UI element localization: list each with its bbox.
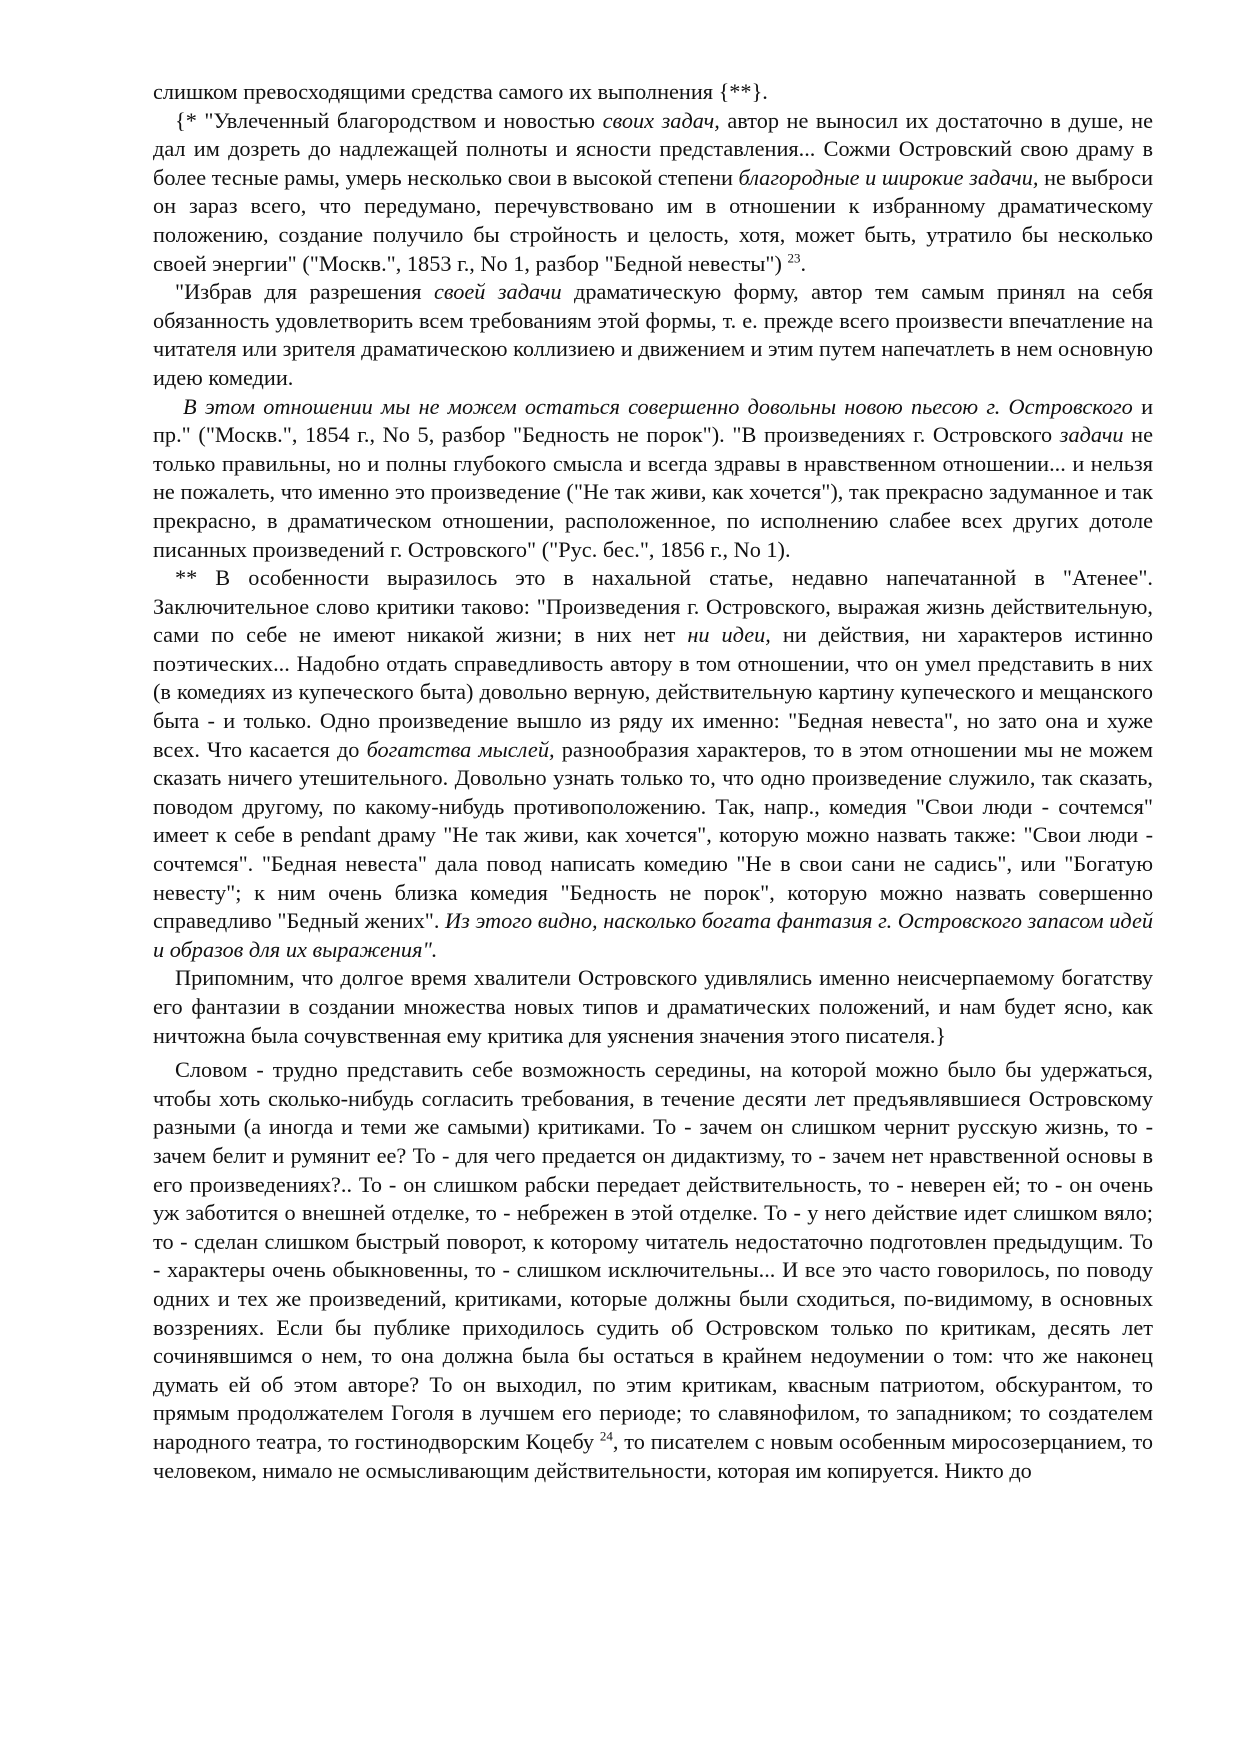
text-run: ни действия, ни характеров истинно поэтических... Надобно отдать справедливость автору в том отношении, что он умел представить в них (в комедиях из купеческого быта) довольно верную, действительную картину купеческого и мещанского быта - и только. Одно произведение вышло из ряду их именно: "Бедная невеста", но зато она и хуже всех. Что касается до <box>153 622 1153 762</box>
text-run: , то писателем с новым особенным миросозерцанием, то человеком, нимало не осмысливающим действительности, которая им копируется. Никто до <box>153 1428 1153 1483</box>
footnote-ref: 23 <box>787 250 801 266</box>
italic-text: своей задачи <box>433 279 562 305</box>
text-run: не только правильны, но и полны глубокого смысла и всегда здравы в нравственном отношении... и нельзя не пожалеть, что именно это произведение ("Не так живи, как хочется"), так прекрасно задуманное и так прекрасно, в драматическом отношении, расположенное, по исполнению слабее всех других дотоле писанных произведений г. Островского" ("Рус. бес.", 1856 г., No 1). <box>153 422 1153 562</box>
text-run: и пр." ("Москв.", 1854 г., No 5, разбор "Бедность не порок"). "В произведениях г. Островского <box>153 393 1153 448</box>
text-run: Припомним, что долгое время хвалители Островского удивлялись именно неисчерпаемому богатству его фантазии в создании множества новых типов и драматических положений, и нам будет ясно, как ничтожна была сочувственная ему критика для уяснения значения этого писателя.} <box>153 965 1153 1048</box>
paragraph <box>153 393 1153 565</box>
document-page <box>153 78 1153 1485</box>
italic-text: ни идеи, <box>687 622 771 648</box>
paragraph <box>153 278 1153 392</box>
text-run: драматическую форму, автор тем самым принял на себя обязанность удовлетворить всем требованиям этой формы, т. е. прежде всего произвести впечатление на читателя или зрителя драматическою коллизиею и движением и этим путем напечатлеть в нем основную идею комедии. <box>153 279 1153 390</box>
italic-text: задачи <box>1059 422 1124 448</box>
text-run: . <box>800 250 807 276</box>
paragraph <box>153 1056 1153 1485</box>
italic-text: богатства мыслей, <box>366 736 555 762</box>
italic-text: благородные и широкие задачи, <box>738 164 1039 190</box>
text-run: слишком превосходящими средства самого их выполнения {**}. <box>153 79 768 104</box>
text-run: разнообразия характеров, то в этом отношении мы не можем сказать ничего утешительного. Довольно узнать только то, что одно произведение служило, так сказать, поводом другому, по какому-нибудь противоположению. Так, напр., комедия "Свои люди - сочтемся" имеет к себе в pendant драму "Не так живи, как хочется", которую можно назвать также: "Свои люди - сочтемся". "Бедная невеста" дала повод написать комедию "Не в свои сани не садись", или "Богатую невесту"; к ним очень близка комедия "Бедность не порок", которую можно назвать совершенно справедливо "Бедный жених". <box>153 736 1153 934</box>
footnote-ref: 24 <box>599 1428 613 1444</box>
paragraph <box>153 107 1153 279</box>
document-body <box>153 78 1153 1485</box>
text-run: ** В особенности выразилось это в нахальной статье, недавно напечатанной в "Атенее". Заключительное слово критики таково: "Произведения г. Островского, выражая жизнь действительную, сами по себе не имеют никакой жизни; в них нет <box>153 565 1153 648</box>
text-run: автор не выносил их достаточно в душе, не дал им дозреть до надлежащей полноты и ясности представления... Сожми Островский свою драму в более тесные рамы, умерь несколько свои в высокой степени <box>153 107 1153 190</box>
paragraph <box>153 78 1153 107</box>
text-run: "Избрав для разрешения <box>175 279 434 305</box>
paragraph <box>153 964 1153 1050</box>
paragraph <box>153 564 1153 964</box>
italic-text: Из этого видно, насколько богата фантазия г. Островского запасом идей и образов для их выражения". <box>153 908 1153 962</box>
italic-text: своих задач, <box>602 107 720 133</box>
text-run: Словом - трудно представить себе возможность середины, на которой можно было бы удержаться, чтобы хоть сколько-нибудь согласить требования, в течение десяти лет предъявлявшиеся Островскому разными (а иногда и теми же самыми) критиками. То - зачем он слишком чернит русскую жизнь, то - зачем белит и румянит ее? То - для чего предается он дидактизму, то - зачем нет нравственной основы в его произведениях?.. То - он слишком рабски передает действительность, то - неверен ей; то - он очень уж заботится о внешней отделке, то - небрежен в этой отделке. То - у него действие идет слишком вяло; то - сделан слишком быстрый поворот, к которому читатель недостаточно подготовлен предыдущим. То - характеры очень обыкновенны, то - слишком исключительны... И все это часто говорилось, по поводу одних и тех же произведений, критиками, которые должны были сходиться, по-видимому, в основных воззрениях. Если бы публике приходилось судить об Островском только по критикам, десять лет сочинявшимся о нем, то она должна была бы остаться в крайнем недоумении о том: что же наконец думать ей об этом авторе? То он выходил, по этим критикам, квасным патриотом, обскурантом, то прямым продолжателем Гоголя в лучшем его периоде; то славянофилом, то западником; то создателем народного театра, то гостинодворским Коцебу <box>153 1057 1153 1454</box>
text-run: не выброси он зараз всего, что передумано, перечувствовано им в отношении к избранному драматическому положению, создание получило бы стройность и целость, хотя, может быть, утратило бы несколько своей энергии" ("Москв.", 1853 г., No 1, разбор "Бедной невесты") <box>153 164 1154 276</box>
italic-text: В этом отношении мы не можем остаться совершенно довольны новою пьесою г. Островского <box>183 393 1133 419</box>
text-run: {* "Увлеченный благородством и новостью <box>175 107 603 133</box>
